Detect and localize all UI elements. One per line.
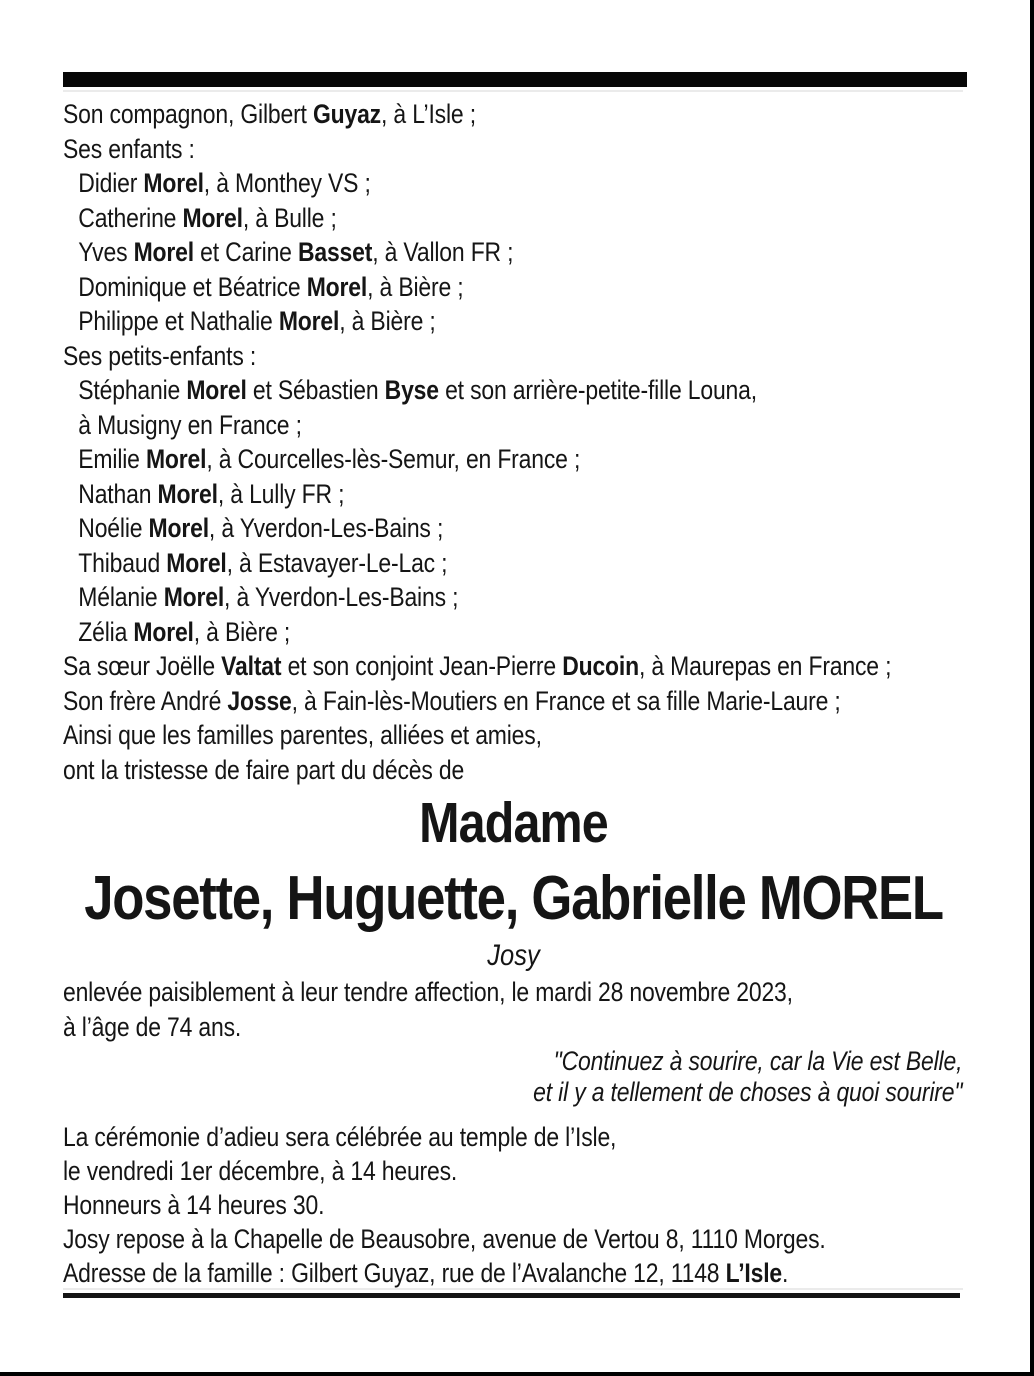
text-segment: Noélie <box>78 513 149 543</box>
text-segment: Mélanie <box>78 582 164 612</box>
bold-text-segment: Ducoin <box>562 651 639 681</box>
text-segment: ont la tristesse de faire part du décès de <box>63 754 465 785</box>
text-line <box>63 753 964 788</box>
text-line <box>63 684 964 719</box>
text-segment: et Sébastien <box>246 375 385 405</box>
text-segment: La cérémonie d’adieu sera célébrée au temple de l’Isle, <box>63 1122 617 1152</box>
text-segment: à Musigny en France ; <box>78 409 302 440</box>
text-segment: Zélia <box>78 616 134 647</box>
deceased-name: Josette, Huguette, Gabrielle MOREL <box>84 864 943 933</box>
top-hairline <box>63 90 963 92</box>
text-segment: , à Bière ; <box>367 271 464 302</box>
text-segment: Josy repose à la Chapelle de Beausobre, avenue de Vertou 8, 1110 Morges. <box>63 1224 826 1254</box>
bold-text-segment: Morel <box>133 616 194 647</box>
deceased-title-madame: Madame <box>419 791 608 855</box>
bottom-hairline <box>63 1288 963 1290</box>
text-line <box>63 1222 964 1256</box>
text-line <box>63 1188 964 1222</box>
text-segment: et il y a tellement de choses à quoi sourire" <box>533 1077 963 1107</box>
text-line <box>63 201 964 236</box>
text-segment: Ainsi que les familles parentes, alliées et amies, <box>63 720 542 750</box>
text-line <box>63 1154 964 1188</box>
text-line <box>63 546 964 581</box>
text-line <box>63 97 964 132</box>
text-segment: Son compagnon, Gilbert <box>63 99 313 129</box>
text-segment: , à L’Isle ; <box>380 99 476 129</box>
text-line <box>63 649 964 684</box>
text-segment: , à Estavayer-Le-Lac ; <box>226 547 448 578</box>
text-segment: et Carine <box>193 237 298 267</box>
text-segment: Didier <box>78 168 144 198</box>
memorial-quote <box>63 1046 964 1108</box>
text-line <box>63 1120 964 1154</box>
page-edge-horizontal-line <box>0 1372 1034 1376</box>
bold-text-segment: Valtat <box>221 651 282 681</box>
text-line <box>63 1010 964 1045</box>
text-line <box>63 132 964 167</box>
bottom-rule <box>63 1293 960 1298</box>
bold-text-segment: Morel <box>278 306 340 336</box>
text-segment: Sa sœur Joëlle <box>63 651 222 681</box>
text-line <box>63 477 964 512</box>
text-line <box>63 373 964 408</box>
text-segment: . <box>782 1258 789 1288</box>
text-segment: , à Yverdon-Les-Bains ; <box>224 582 459 612</box>
text-segment: Nathan <box>78 478 158 509</box>
text-segment: Catherine <box>78 202 183 233</box>
text-segment: , à Courcelles-lès-Semur, en France ; <box>206 444 581 474</box>
text-segment: Emilie <box>78 444 146 474</box>
obituary-content <box>63 97 964 1290</box>
text-segment: , à Bière ; <box>193 616 291 647</box>
text-line <box>63 304 964 339</box>
bold-text-segment: Josse <box>227 685 292 716</box>
bold-text-segment: Guyaz <box>312 99 381 129</box>
text-line <box>63 975 964 1010</box>
text-segment: Son frère André <box>63 685 228 716</box>
text-segment: Ses petits-enfants : <box>63 340 257 371</box>
bold-text-segment: L’Isle <box>725 1258 783 1288</box>
bold-text-segment: Morel <box>166 547 227 578</box>
text-segment: Dominique et Béatrice <box>78 271 307 302</box>
bold-text-segment: Morel <box>186 375 247 405</box>
text-segment: Adresse de la famille : Gilbert Guyaz, rue de l’Avalanche 12, 1148 <box>63 1258 726 1288</box>
text-segment: et son arrière-petite-fille Louna, <box>438 375 757 405</box>
text-segment: Honneurs à 14 heures 30. <box>63 1190 325 1220</box>
bold-text-segment: Morel <box>306 271 368 302</box>
text-line <box>63 270 964 305</box>
text-segment: , à Lully FR ; <box>217 478 345 509</box>
bold-text-segment: Morel <box>182 202 243 233</box>
text-segment: , à Bière ; <box>339 306 436 336</box>
bold-text-segment: Morel <box>133 237 194 267</box>
death-announcement-lines <box>63 975 964 1044</box>
family-lines <box>63 97 964 787</box>
bold-text-segment: Byse <box>384 375 439 405</box>
text-line <box>63 408 964 443</box>
text-segment: , à Maurepas en France ; <box>638 651 892 681</box>
text-line <box>63 1077 962 1108</box>
text-segment: , à Bulle ; <box>242 202 337 233</box>
text-segment: , à Yverdon-Les-Bains ; <box>208 513 444 543</box>
text-segment: Yves <box>78 237 134 267</box>
text-line <box>63 718 964 753</box>
ceremony-info-lines <box>63 1120 964 1290</box>
text-segment: , à Monthey VS ; <box>203 168 371 198</box>
text-segment: Stéphanie <box>78 375 187 405</box>
text-line <box>63 235 964 270</box>
text-segment: enlevée paisiblement à leur tendre affection, le mardi 28 novembre 2023, <box>63 977 793 1007</box>
text-line <box>63 1046 962 1077</box>
text-segment: Thibaud <box>78 547 167 578</box>
text-line <box>63 442 964 477</box>
top-border-bar <box>63 72 967 87</box>
text-line <box>63 615 964 650</box>
text-line <box>63 339 964 374</box>
text-line <box>63 580 964 615</box>
text-segment: , à Fain-lès-Moutiers en France et sa fille Marie-Laure ; <box>291 685 841 716</box>
text-segment: à l’âge de 74 ans. <box>63 1011 242 1042</box>
text-segment: le vendredi 1er décembre, à 14 heures. <box>63 1156 458 1186</box>
text-segment: et son conjoint Jean-Pierre <box>281 651 563 681</box>
text-segment: Ses enfants : <box>63 133 195 164</box>
text-line <box>63 511 964 546</box>
bold-text-segment: Morel <box>163 582 225 612</box>
text-segment: , à Vallon FR ; <box>372 237 514 267</box>
bold-text-segment: Basset <box>297 237 373 267</box>
deceased-nickname: Josy <box>487 939 540 972</box>
bold-text-segment: Morel <box>143 168 204 198</box>
bold-text-segment: Morel <box>157 478 218 509</box>
text-line <box>63 1256 964 1290</box>
page-edge-vertical-line <box>1030 0 1034 1376</box>
text-segment: Philippe et Nathalie <box>78 306 279 336</box>
bold-text-segment: Morel <box>148 513 209 543</box>
text-segment: "Continuez à sourire, car la Vie est Belle, <box>553 1046 963 1076</box>
text-line <box>63 166 964 201</box>
bold-text-segment: Morel <box>145 444 207 474</box>
